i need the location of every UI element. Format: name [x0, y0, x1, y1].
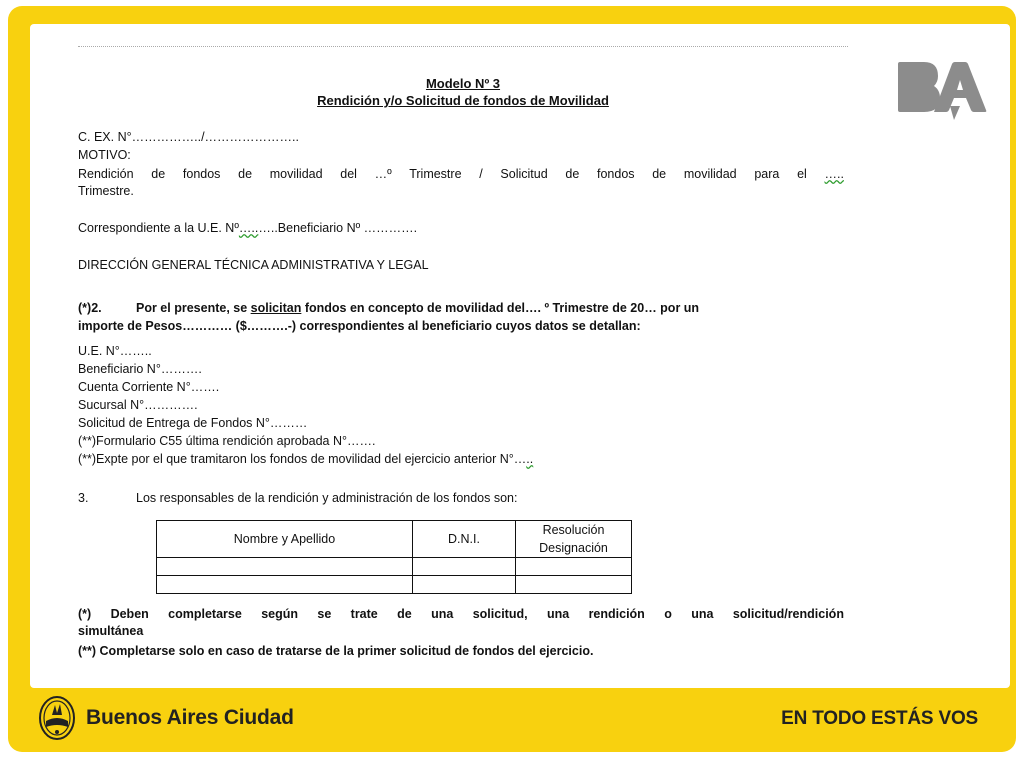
direccion-line: DIRECCIÓN GENERAL TÉCNICA ADMINISTRATIVA Y LEGAL — [78, 258, 429, 272]
correspondiente-line: Correspondiente a la U.E. Nº…..…..Beneficiario Nº …………. — [78, 221, 418, 235]
footer-brand — [38, 694, 294, 742]
field-ue: U.E. N°…….. — [78, 344, 152, 358]
motivo-label: MOTIVO: — [78, 148, 131, 162]
p2-line1: Por el presente, se solicitan fondos en concepto de movilidad del…. º Trimestre de 20… por un — [136, 301, 700, 315]
table-cell — [516, 576, 632, 594]
document-card — [30, 24, 1010, 688]
p2-line2: importe de Pesos………… ($……….-) correspondientes al beneficiario cuyos datos se detallan: — [78, 319, 641, 333]
table-header-row — [157, 521, 632, 558]
field-beneficiario: Beneficiario N°………. — [78, 362, 202, 376]
table-cell — [157, 576, 413, 594]
note-1-line2: simultánea — [78, 624, 144, 638]
p3-number: 3. — [78, 491, 89, 505]
slogan: EN TODO ESTÁS VOS — [781, 708, 978, 729]
table-cell — [413, 558, 516, 576]
table-row — [157, 558, 632, 576]
table-cell — [516, 558, 632, 576]
field-cuenta-corriente: Cuenta Corriente N°……. — [78, 380, 220, 394]
table-cell — [413, 576, 516, 594]
field-sucursal: Sucursal N°…………. — [78, 398, 198, 412]
doc-subtitle: Rendición y/o Solicitud de fondos de Movilidad — [317, 93, 609, 108]
doc-title: Modelo Nº 3 — [425, 76, 501, 91]
p3-text: Los responsables de la rendición y administración de los fondos son: — [136, 491, 518, 505]
field-solicitud-entrega: Solicitud de Entrega de Fondos N°……… — [78, 416, 308, 430]
field-formulario-c55: (**)Formulario C55 última rendición aprobada N°……. — [78, 434, 376, 448]
motivo-text: Rendición de fondos de movilidad del …º Trimestre / Solicitud de fondos de movilidad para el ….. — [78, 167, 844, 181]
table-row — [157, 576, 632, 594]
header-dni: D.N.I. — [413, 521, 516, 558]
responsables-table — [156, 520, 632, 594]
header-dotted-line — [78, 46, 848, 47]
motivo-text-line2: Trimestre. — [78, 184, 134, 198]
city-crest-icon — [38, 695, 76, 741]
field-expte: (**)Expte por el que tramitaron los fondos de movilidad del ejercicio anterior N°….. — [78, 452, 534, 466]
note-2: (**) Completarse solo en caso de tratarse de la primer solicitud de fondos del ejercicio. — [78, 644, 594, 658]
p2-number: (*)2. — [78, 301, 102, 315]
slide-frame — [8, 6, 1016, 752]
note-1: (*) Deben completarse según se trate de una solicitud, una rendición o una solicitud/rendición — [78, 607, 844, 621]
city-name: Buenos Aires Ciudad — [86, 706, 294, 729]
header-nombre: Nombre y Apellido — [157, 521, 413, 558]
table-cell — [157, 558, 413, 576]
header-resolucion: Resolución Designación — [516, 521, 632, 558]
ba-logo — [894, 46, 990, 122]
cex-line: C. EX. N°……………../………………….. — [78, 130, 299, 144]
